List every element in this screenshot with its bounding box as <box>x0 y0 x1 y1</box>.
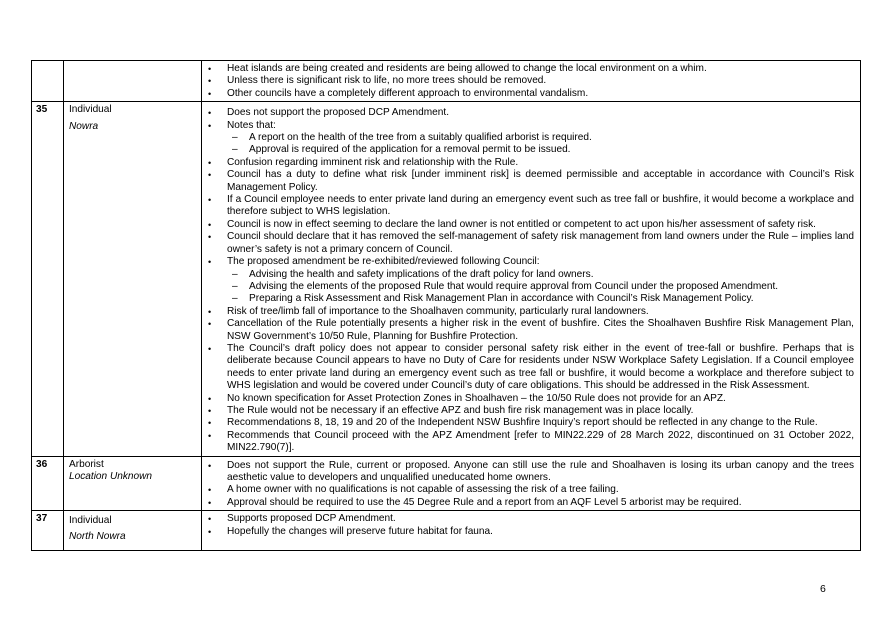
comment-item <box>202 194 854 219</box>
comments-cell <box>202 61 861 102</box>
sub-comment-item: – Approval is required of the application for a removal permit to be issued. <box>227 144 854 156</box>
comment-item <box>202 107 854 119</box>
comments-cell <box>202 511 861 551</box>
comment-item <box>202 318 854 343</box>
submitter-location: Nowra <box>69 120 99 132</box>
comments-cell <box>202 102 861 456</box>
submission-number <box>32 61 64 102</box>
comment-item <box>202 526 854 538</box>
comment-item <box>202 306 854 318</box>
submitter-cell <box>64 102 202 456</box>
comment-text: The proposed amendment be re-exhibited/reviewed following Council: <box>227 256 540 268</box>
comment-text: Cancellation of the Rule potentially presents a higher risk in the event of bushfire. Cites the Shoalhaven Bushfire Risk Management Plan, NSW Government’s 10/50 Rule, Planning for Bushfire Protection. <box>227 318 854 342</box>
submission-number: 36 <box>32 456 64 511</box>
comment-item <box>202 497 854 509</box>
comment-item <box>202 484 854 496</box>
comment-text: Council is now in effect seeming to declare the land owner is not entitled or competent to act upon his/her assessment of safety risk. <box>227 218 816 230</box>
submission-number: 37 <box>32 511 64 551</box>
comment-item <box>202 343 854 393</box>
sub-comment-list <box>227 269 854 306</box>
submitter-type: Individual <box>69 104 112 116</box>
comment-item <box>202 256 854 306</box>
sub-comment-item: – Advising the elements of the proposed Rule that would require approval from Council under the proposed Amendment. <box>227 281 854 293</box>
submitter-cell <box>64 511 202 551</box>
comment-item <box>202 219 854 231</box>
comment-item <box>202 63 854 75</box>
comment-text: If a Council employee needs to enter private land during an emergency event such as tree fall or bushfire, it would become a workplace and therefore subject to WHS legislation. <box>227 194 854 218</box>
comment-list <box>202 63 854 100</box>
submission-row <box>32 511 861 551</box>
submitter-type: Arborist <box>69 458 104 470</box>
submitter-cell <box>64 61 202 102</box>
comment-text: Heat islands are being created and residents are being allowed to change the local environment on a whim. <box>227 63 707 74</box>
comment-text: A home owner with no qualifications is not capable of assessing the risk of a tree failing. <box>227 484 619 496</box>
submission-row <box>32 456 861 511</box>
comment-text: The Council’s draft policy does not appear to consider personal safety risk either in the event of tree-fall or bushfire. Perhaps that is deliberate because Council appears to have no Duty of Care for residents under NSW Workplace Safety Legislation. If a Council employee needs to enter private land during an emergency event such as tree fall or bushfire, it would become a workplace and therefore subject to WHS legislation and would be covered under Council’s duty of care obligations. This should be addressed in the Risk Assessment. <box>227 342 854 392</box>
comment-text: Notes that: <box>227 119 276 131</box>
comment-item <box>202 169 854 194</box>
comment-text: Risk of tree/limb fall of importance to the Shoalhaven community, particularly rural landowners. <box>227 305 649 317</box>
comment-item <box>202 393 854 405</box>
submission-row <box>32 102 861 456</box>
comment-text: Approval should be required to use the 45 Degree Rule and a report from an AQF Level 5 arborist may be required. <box>227 496 742 508</box>
submission-row <box>32 61 861 102</box>
submission-number: 35 <box>32 102 64 456</box>
comment-text: Council should declare that it has removed the self-management of safety risk management from land owners under the Rule – implies land owner’s safety is not a primary concern of Council. <box>227 231 854 255</box>
page-number: 6 <box>820 583 826 595</box>
comment-text: Unless there is significant risk to life, no more trees should be removed. <box>227 75 547 87</box>
comment-text: Supports proposed DCP Amendment. <box>227 513 396 525</box>
comment-item <box>202 120 854 157</box>
comment-item <box>202 430 854 455</box>
comment-text: Recommends that Council proceed with the APZ Amendment [refer to MIN22.229 of 28 March 2022, discontinued on 31 October 2022, MIN22.790(7)]. <box>227 429 854 454</box>
comment-text: The Rule would not be necessary if an effective APZ and bush fire risk management was in place locally. <box>227 404 694 416</box>
submitter-type: Individual <box>69 515 112 527</box>
sub-comment-item: – Advising the health and safety implications of the draft policy for land owners. <box>227 269 854 281</box>
submitter-cell <box>64 456 202 511</box>
comment-list <box>202 460 854 510</box>
comment-item <box>202 75 854 87</box>
comment-item <box>202 513 854 525</box>
comment-item <box>202 231 854 256</box>
submissions-table <box>31 60 861 551</box>
comment-item <box>202 405 854 417</box>
comment-item <box>202 417 854 429</box>
comment-item <box>202 157 854 169</box>
sub-comment-item: – A report on the health of the tree from a suitably qualified arborist is required. <box>227 132 854 144</box>
sub-comment-item: – Preparing a Risk Assessment and Risk Management Plan in accordance with Council’s Risk Management Policy. <box>227 293 854 305</box>
comment-item <box>202 88 854 100</box>
comment-list <box>202 513 854 538</box>
comment-text: Other councils have a completely different approach to environmental vandalism. <box>227 87 589 99</box>
comment-text: No known specification for Asset Protection Zones in Shoalhaven – the 10/50 Rule does not provide for an APZ. <box>227 392 726 404</box>
submitter-location: Location Unknown <box>69 471 153 482</box>
comments-cell <box>202 456 861 511</box>
sub-comment-list <box>227 132 854 157</box>
submitter-location: North Nowra <box>69 530 126 542</box>
comment-text: Confusion regarding imminent risk and relationship with the Rule. <box>227 156 519 168</box>
comment-text: Council has a duty to define what risk [under imminent risk] is deemed permissible and acceptable in accordance with Council’s Risk Management Policy. <box>227 169 854 193</box>
comment-text: Does not support the proposed DCP Amendment. <box>227 107 450 119</box>
comment-text: Recommendations 8, 18, 19 and 20 of the Independent NSW Bushfire Inquiry’s report should be reflected in any change to the Rule. <box>227 417 818 429</box>
submissions-table-body <box>32 61 861 551</box>
comment-list <box>202 107 854 454</box>
comment-text: Does not support the Rule, current or proposed. Anyone can still use the rule and Shoalhaven is losing its urban canopy and the trees aesthetic value to developers and unqualified uneducated home owners. <box>227 459 854 483</box>
comment-text: Hopefully the changes will preserve future habitat for fauna. <box>227 525 493 537</box>
comment-item <box>202 460 854 485</box>
